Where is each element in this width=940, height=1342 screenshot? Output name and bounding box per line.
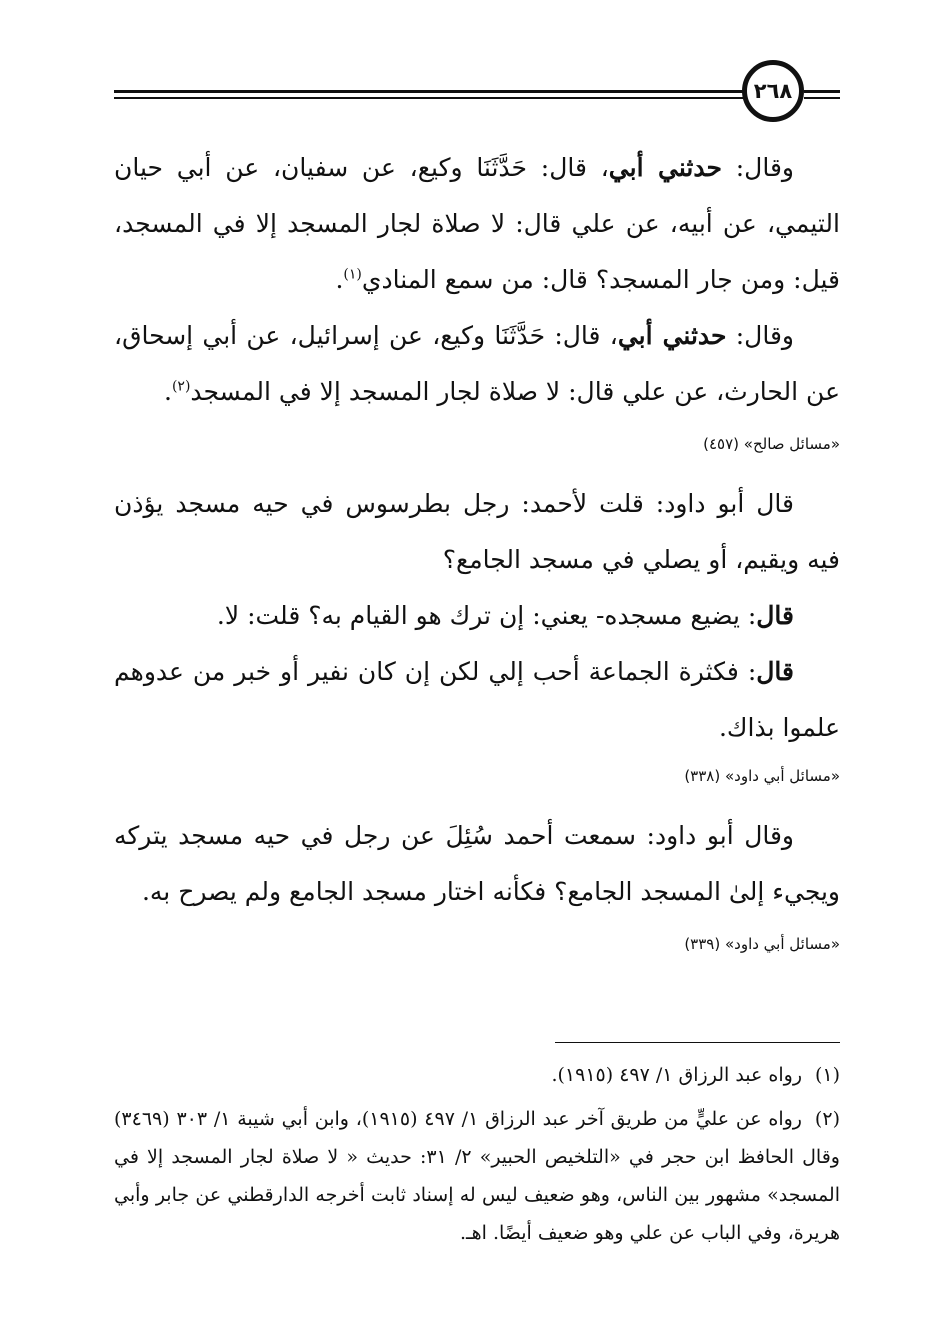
paragraph-lead: وقال: bbox=[726, 321, 794, 350]
header-rule bbox=[114, 97, 754, 99]
footnote-reference[interactable]: (٢) bbox=[171, 378, 191, 395]
paragraph-text: ، قال: حَدَّثَنَا وكيع، عن إسرائيل، عن أبي إسحاق، عن الحارث، عن علي قال: لا صلاة لجار المسجد إلا في المسجد bbox=[114, 321, 840, 406]
footnote-number: (١) bbox=[814, 1064, 840, 1086]
footnote bbox=[114, 1056, 840, 1094]
footnote-reference[interactable]: (١) bbox=[343, 266, 362, 283]
paragraph-tail: . bbox=[163, 377, 172, 406]
page-number: ٢٦٨ bbox=[753, 78, 793, 103]
paragraph-tail: . bbox=[335, 265, 344, 294]
source-citation: «مسائل أبي داود» (٣٣٨) bbox=[684, 767, 840, 785]
text-block bbox=[114, 808, 840, 954]
paragraph-bold: حدثني أبي bbox=[617, 321, 727, 350]
footnotes bbox=[114, 1056, 840, 1252]
footnote-text: رواه عبد الرزاق ١/ ٤٩٧ (١٩١٥). bbox=[551, 1064, 802, 1086]
footnote bbox=[114, 1100, 840, 1252]
paragraph-lead: وقال: bbox=[721, 153, 794, 182]
paragraph bbox=[114, 808, 840, 920]
footnote-number: (٢) bbox=[814, 1108, 840, 1130]
paragraph-text: : فكثرة الجماعة أحب إلي لكن إن كان نفير أو خبر من عدوهم علموا بذاك. bbox=[114, 657, 840, 742]
source-citation: «مسائل صالح» (٤٥٧) bbox=[703, 435, 840, 453]
main-text bbox=[114, 140, 840, 954]
paragraph bbox=[114, 308, 840, 420]
text-block bbox=[114, 476, 840, 786]
paragraph-lead: وقال أبو داود: سمعت أحمد سُئِلَ عن رجل في حيه مسجد يتركه ويجيء إلىٰ المسجد الجامع؟ فكأنه اختار مسجد الجامع ولم يصرح به. bbox=[114, 821, 840, 906]
paragraph-bold: حدثني أبي bbox=[608, 153, 722, 182]
paragraph bbox=[114, 644, 840, 756]
footnote-text: رواه عن عليٍّ من طريق آخر عبد الرزاق ١/ ٤٩٧ (١٩١٥)، وابن أبي شيبة ١/ ٣٠٣ (٣٤٦٩) وقال الحافظ ابن حجر في «التلخيص الحبير» ٢/ ٣١: حديث « لا صلاة لجار المسجد إلا في المسجد» مشهور بين الناس، وهو ضعيف ليس له إسناد ثابت أخرجه الدارقطني عن جابر وأبي هريرة، وفي الباب عن علي وهو ضعيف أيضًا. اهـ. bbox=[114, 1108, 840, 1244]
paragraph-bold: قال bbox=[756, 657, 794, 686]
page-number-circle bbox=[742, 60, 804, 122]
paragraph bbox=[114, 140, 840, 308]
paragraph-text: : يضيع مسجده- يعني: إن ترك هو القيام به؟ قلت: لا. bbox=[216, 601, 757, 630]
source-citation: «مسائل أبي داود» (٣٣٩) bbox=[684, 935, 840, 953]
footnote-separator bbox=[555, 1042, 840, 1043]
paragraph-text: ، قال: حَدَّثَنَا وكيع، عن سفيان، عن أبي حيان التيمي، عن أبيه، عن علي قال: لا صلاة لجار المسجد إلا في المسجد، قيل: ومن جار المسجد؟ قال: من سمع المنادي bbox=[114, 153, 840, 294]
paragraph bbox=[114, 588, 840, 644]
header-rule bbox=[804, 90, 840, 93]
header-rule bbox=[804, 97, 840, 99]
page-header bbox=[114, 60, 840, 134]
paragraph-lead: قال أبو داود: قلت لأحمد: رجل بطرسوس في حيه مسجد يؤذن فيه ويقيم، أو يصلي في مسجد الجامع؟ bbox=[114, 489, 840, 574]
header-rule bbox=[114, 90, 754, 93]
paragraph-bold: قال bbox=[756, 601, 794, 630]
paragraph bbox=[114, 476, 840, 588]
text-block bbox=[114, 140, 840, 454]
